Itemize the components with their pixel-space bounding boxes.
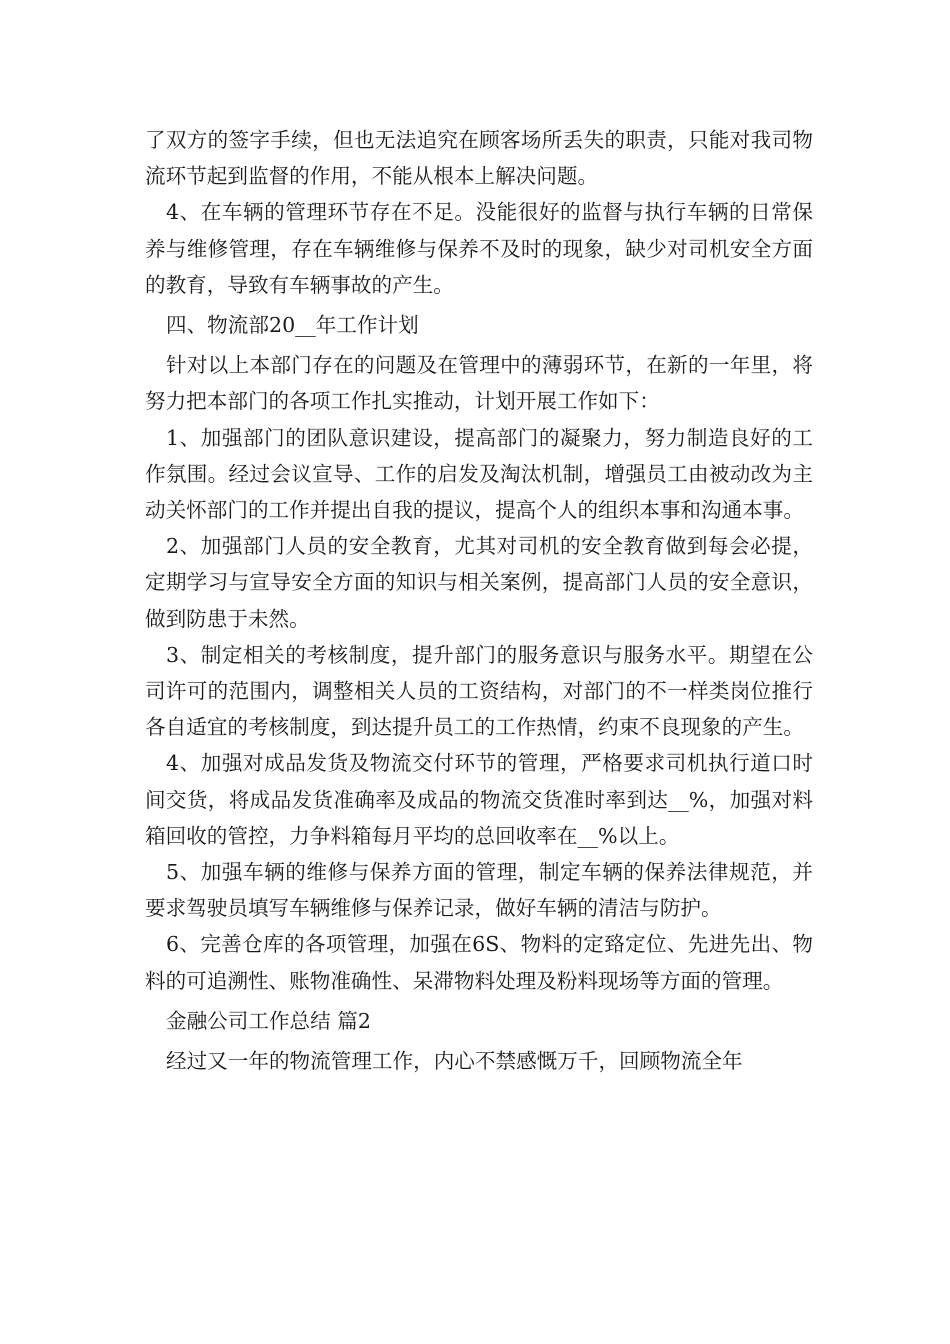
paragraph-plan-item-2: 2、加强部门人员的安全教育，尤其对司机的安全教育做到每会必提，定期学习与宣导安全方面的知识与相关案例，提高部门人员的安全意识，做到防患于未然。 — [145, 534, 813, 631]
paragraph-plan-item-5: 5、加强车辆的维修与保养方面的管理，制定车辆的保养法律规范，并要求驾驶员填写车辆维修与保养记录，做好车辆的清洁与防护。 — [145, 860, 813, 921]
paragraph-plan-item-6: 6、完善仓库的各项管理，加强在6S、物料的定臵定位、先进先出、物料的可追溯性、账物准确性、呆滞物料处理及粉料现场等方面的管理。 — [145, 932, 813, 993]
section-heading-work-plan: 四、物流部20__年工作计划 — [166, 313, 419, 338]
paragraph-continued: 了双方的签字手续，但也无法追究在顾客场所丢失的职责，只能对我司物流环节起到监督的作用，不能从根本上解决问题。 — [145, 128, 813, 189]
paragraph-plan-intro: 针对以上本部门存在的问题及在管理中的薄弱环节，在新的一年里，将努力把本部门的各项工作扎实推动，计划开展工作如下： — [145, 353, 813, 414]
section-heading-part-2: 金融公司工作总结 篇2 — [166, 1008, 371, 1033]
paragraph-plan-item-4: 4、加强对成品发货及物流交付环节的管理，严格要求司机执行道口时间交货，将成品发货准确率及成品的物流交货准时率到达__%，加强对料箱回收的管控，力争料箱每月平均的总回收率在__%以上。 — [145, 751, 813, 848]
paragraph-vehicle-issue: 4、在车辆的管理环节存在不足。没能很好的监督与执行车辆的日常保养与维修管理，存在车辆维修与保养不及时的现象，缺少对司机安全方面的教育，导致有车辆事故的产生。 — [145, 200, 813, 297]
paragraph-plan-item-3: 3、制定相关的考核制度，提升部门的服务意识与服务水平。期望在公司许可的范围内，调整相关人员的工资结构，对部门的不一样类岗位推行各自适宜的考核制度，到达提升员工的工作热情，约束不良现象的产生。 — [145, 642, 813, 740]
paragraph-plan-item-1: 1、加强部门的团队意识建设，提高部门的凝聚力，努力制造良好的工作氛围。经过会议宣导、工作的启发及淘汰机制，增强员工由被动改为主动关怀部门的工作并提出自我的提议，提高个人的组织本事和沟通本事。 — [145, 425, 813, 523]
document-body — [145, 122, 813, 1079]
paragraph-part-2-intro: 经过又一年的物流管理工作，内心不禁感慨万千，回顾物流全年 — [166, 1049, 743, 1074]
